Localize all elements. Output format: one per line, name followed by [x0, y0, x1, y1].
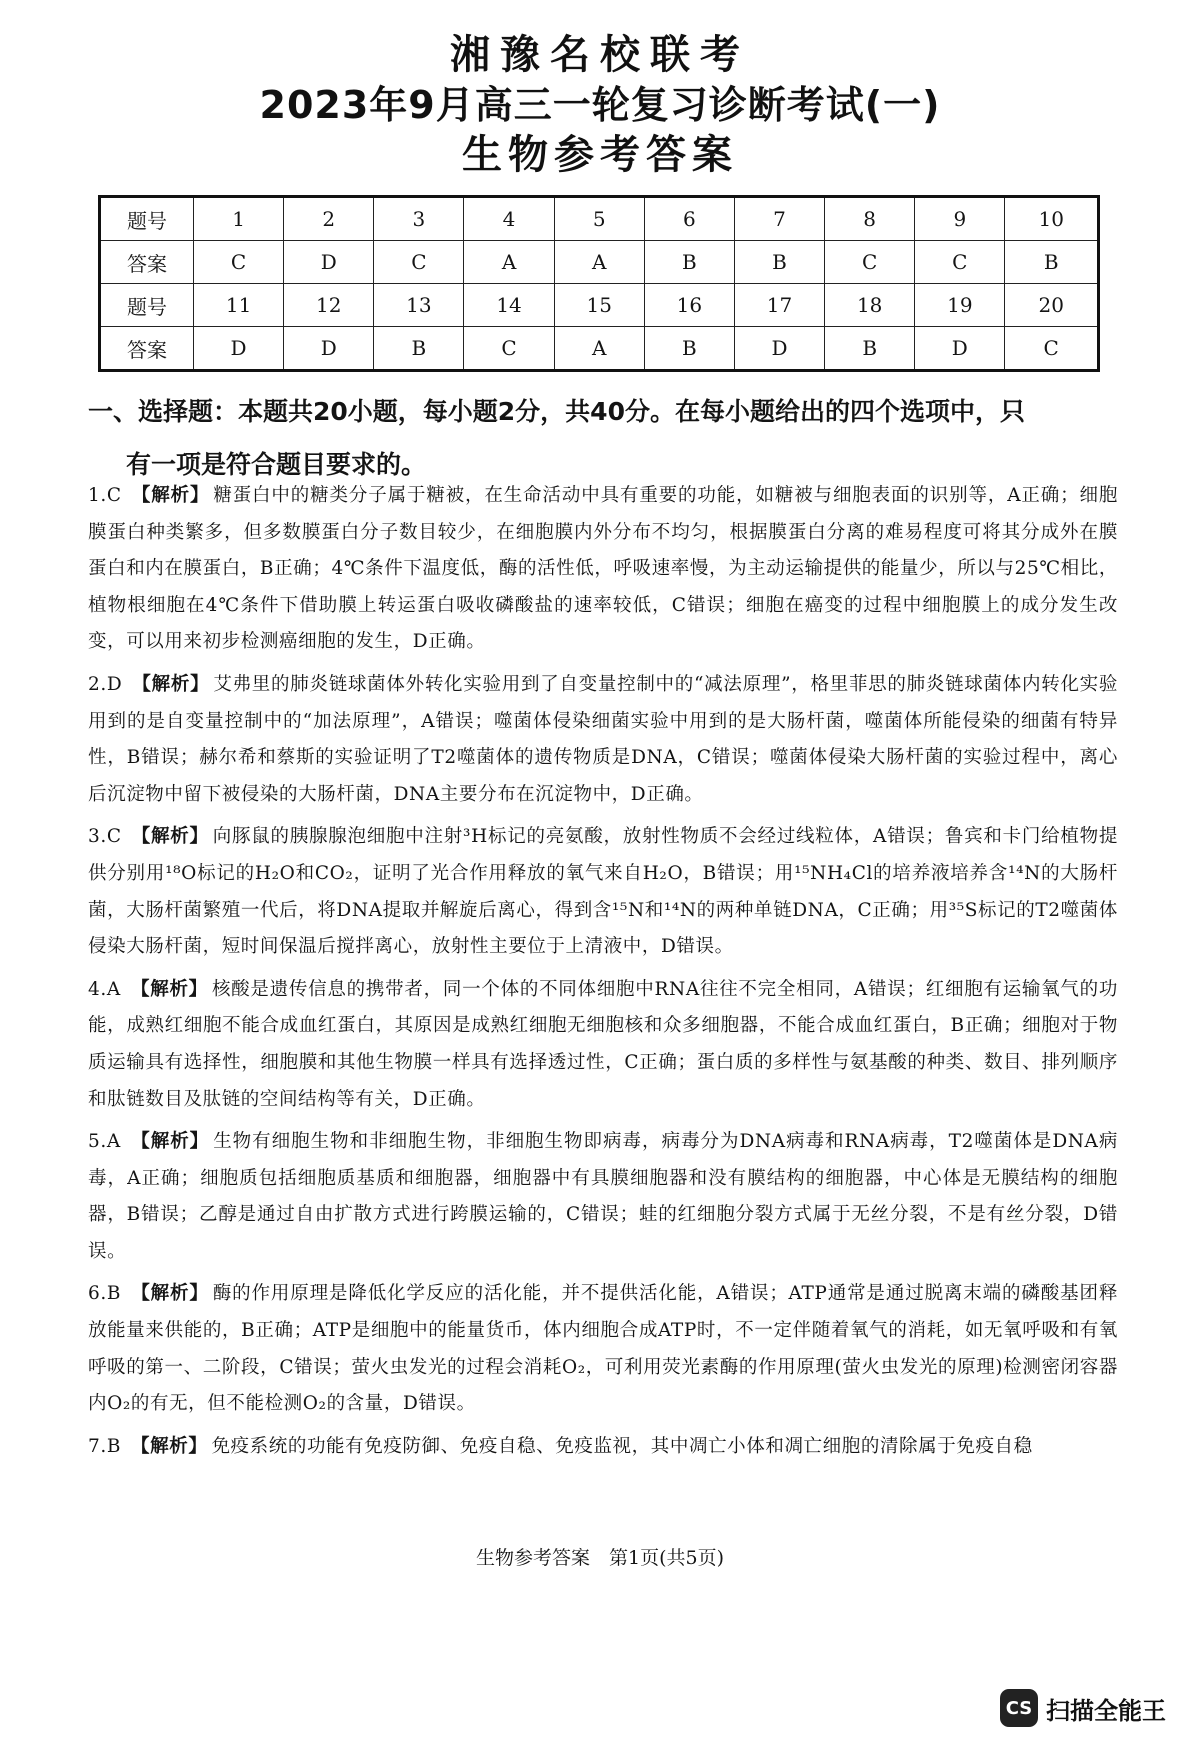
answer-cell: 4: [464, 197, 554, 241]
answer-cell: 8: [825, 197, 915, 241]
explanation-text: 核酸是遗传信息的携带者，同一个体的不同体细胞中RNA往往不完全相同，A错误；红细胞有运输氧气的功能，成熟红细胞不能合成血红蛋白，其原因是成熟红细胞无细胞核和众多细胞器，不能合成血红蛋白，B正确；细胞对于物质运输具有选择性，细胞膜和其他生物膜一样具有选择透过性，C正确；蛋白质的多样性与氨基酸的种类、数目、排列顺序和肽链数目及肽链的空间结构等有关，D正确。: [88, 978, 1119, 1110]
question-answer: 3.C: [88, 826, 122, 848]
explanation-text: 酶的作用原理是降低化学反应的活化能，并不提供活化能，A错误；ATP通常是通过脱离末端的磷酸基团释放能量来供能的，B正确；ATP是细胞中的能量货币，体内细胞合成ATP时，不一定伴随着氧气的消耗，如无氧呼吸和有氧呼吸的第一、二阶段，C错误；萤火虫发光的过程会消耗O₂，可利用荧光素酶的作用原理(萤火虫发光的原理)检测密闭容器内O₂的有无，但不能检测O₂的含量，D错误。: [88, 1283, 1118, 1415]
answer-cell: A: [554, 241, 644, 284]
analysis-tag: 【解析】: [131, 826, 209, 848]
answer-cell: B: [1005, 241, 1099, 284]
title-block: [0, 30, 1200, 180]
answer-cell: 5: [554, 197, 644, 241]
answer-cell: 10: [1005, 197, 1099, 241]
answer-table-row: [100, 241, 1099, 284]
answer-cell: C: [825, 241, 915, 284]
question-answer: 5.A: [88, 1131, 121, 1153]
camscanner-logo-icon: CS: [1000, 1689, 1038, 1727]
analysis-tag: 【解析】: [131, 485, 210, 506]
explanation-item: [88, 1124, 1118, 1270]
answer-table: [98, 195, 1100, 372]
answer-cell: 14: [464, 284, 554, 327]
answer-table-row: [100, 327, 1099, 371]
explanation-item: [88, 819, 1118, 965]
answer-cell: B: [825, 327, 915, 371]
section-heading: [88, 385, 1118, 491]
answer-cell: 16: [644, 284, 734, 327]
answer-cell: D: [915, 327, 1005, 371]
row-label: 题号: [100, 284, 194, 327]
answer-cell: 6: [644, 197, 734, 241]
answer-cell: 17: [734, 284, 824, 327]
question-answer: 1.C: [88, 485, 122, 506]
answer-cell: 11: [194, 284, 284, 327]
analysis-tag: 【解析】: [131, 1435, 208, 1457]
explanation-text: 生物有细胞生物和非细胞生物，非细胞生物即病毒，病毒分为DNA病毒和RNA病毒，T2噬菌体是DNA病毒，A正确；细胞质包括细胞质基质和细胞器，细胞器中有具膜细胞器和没有膜结构的细胞器，中心体是无膜结构的细胞器，B错误；乙醇是通过自由扩散方式进行跨膜运输的，C错误；蛙的红细胞分裂方式属于无丝分裂，不是有丝分裂，D错误。: [88, 1131, 1119, 1262]
answer-cell: B: [644, 327, 734, 371]
answer-cell: C: [194, 241, 284, 284]
explanation-text: 糖蛋白中的糖类分子属于糖被，在生命活动中具有重要的功能，如糖被与细胞表面的识别等，A正确；细胞膜蛋白种类繁多，但多数膜蛋白分子数目较少，在细胞膜内外分布不均匀，根据膜蛋白分离的难易程度可将其分成外在膜蛋白和内在膜蛋白，B正确；4℃条件下温度低，酶的活性低，呼吸速率慢，为主动运输提供的能量少，所以与25℃相比，植物根细胞在4℃条件下借助膜上转运蛋白吸收磷酸盐的速率较低，C错误；细胞在癌变的过程中细胞膜上的成分发生改变，可以用来初步检测癌细胞的发生，D正确。: [88, 485, 1118, 653]
answer-table-row: [100, 284, 1099, 327]
answer-cell: A: [464, 241, 554, 284]
section-heading-line-2: 有一项是符合题目要求的。: [126, 450, 427, 479]
answer-cell: 9: [915, 197, 1005, 241]
explanation-text: 艾弗里的肺炎链球菌体外转化实验用到了自变量控制中的“减法原理”，格里菲思的肺炎链球菌体内转化实验用到的是自变量控制中的“加法原理”，A错误；噬菌体侵染细菌实验中用到的是大肠杆菌，噬菌体所能侵染的细菌有特异性，B错误；赫尔希和蔡斯的实验证明了T2噬菌体的遗传物质是DNA，C错误；噬菌体侵染大肠杆菌的实验过程中，离心后沉淀物中留下被侵染的大肠杆菌，DNA主要分布在沉淀物中，D正确。: [88, 673, 1118, 805]
explanation-item: [88, 478, 1118, 661]
answer-cell: 20: [1005, 284, 1099, 327]
answer-cell: 18: [825, 284, 915, 327]
explanation-item: [88, 972, 1118, 1118]
answer-key-title: 生物参考答案: [462, 132, 738, 178]
watermark-text: 扫描全能王: [1046, 1696, 1166, 1725]
explanation-text: 免疫系统的功能有免疫防御、免疫自稳、免疫监视，其中凋亡小体和凋亡细胞的清除属于免疫自稳: [211, 1435, 1033, 1457]
answer-cell: 19: [915, 284, 1005, 327]
answer-cell: C: [1005, 327, 1099, 371]
question-answer: 2.D: [88, 673, 123, 695]
answer-cell: 13: [374, 284, 464, 327]
row-label: 答案: [100, 241, 194, 284]
answer-cell: D: [194, 327, 284, 371]
answer-cell: 1: [194, 197, 284, 241]
analysis-tag: 【解析】: [132, 673, 210, 695]
answer-cell: C: [464, 327, 554, 371]
answer-cell: 12: [284, 284, 374, 327]
answer-table-row: [100, 197, 1099, 241]
answer-cell: D: [734, 327, 824, 371]
scanner-watermark: [1000, 1688, 1166, 1728]
explanation-text: 向豚鼠的胰腺腺泡细胞中注射³H标记的亮氨酸，放射性物质不会经过线粒体，A错误；鲁宾和卡门给植物提供分别用¹⁸O标记的H₂O和CO₂，证明了光合作用释放的氧气来自H₂O，B错误；用¹⁵NH₄Cl的培养液培养含¹⁴N的大肠杆菌，大肠杆菌繁殖一代后，将DNA提取并解旋后离心，得到含¹⁵N和¹⁴N的两种单链DNA，C正确；用³⁵S标记的T2噬菌体侵染大肠杆菌，短时间保温后搅拌离心，放射性主要位于上清液中，D错误。: [88, 826, 1118, 958]
answer-cell: 2: [284, 197, 374, 241]
answer-cell: C: [374, 241, 464, 284]
row-label: 答案: [100, 327, 194, 371]
page-footer: 生物参考答案 第1页(共5页): [475, 1547, 724, 1569]
explanations: [88, 478, 1118, 1471]
explanation-item: [88, 667, 1118, 813]
answer-cell: A: [554, 327, 644, 371]
answer-cell: 7: [734, 197, 824, 241]
analysis-tag: 【解析】: [131, 1283, 209, 1305]
answer-cell: 3: [374, 197, 464, 241]
exam-name-title: 2023年9月高三一轮复习诊断考试(一): [259, 83, 941, 127]
answer-cell: 15: [554, 284, 644, 327]
analysis-tag: 【解析】: [130, 978, 208, 1000]
question-answer: 4.A: [88, 978, 121, 1000]
explanation-item: [88, 1276, 1118, 1422]
exam-org-title: 湘豫名校联考: [450, 32, 750, 78]
answer-cell: C: [915, 241, 1005, 284]
section-heading-line-1: 一、选择题：本题共20小题，每小题2分，共40分。在每小题给出的四个选项中，只: [88, 397, 1025, 426]
answer-cell: D: [284, 327, 374, 371]
explanation-item: [88, 1429, 1118, 1466]
question-answer: 7.B: [88, 1435, 122, 1457]
row-label: 题号: [100, 197, 194, 241]
answer-cell: D: [284, 241, 374, 284]
answer-cell: B: [374, 327, 464, 371]
answer-cell: B: [644, 241, 734, 284]
analysis-tag: 【解析】: [130, 1131, 210, 1153]
answer-cell: B: [734, 241, 824, 284]
question-answer: 6.B: [88, 1283, 122, 1305]
